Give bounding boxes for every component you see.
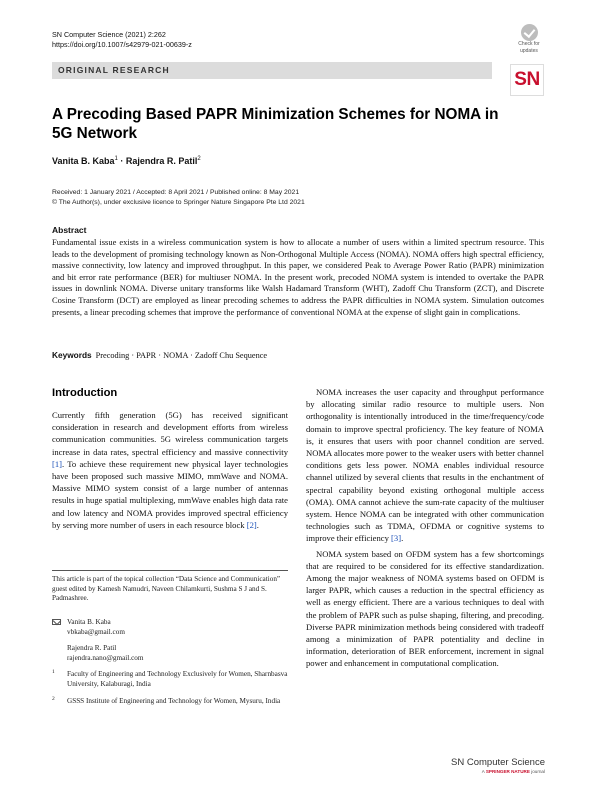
- affiliation-text: GSSS Institute of Engineering and Technology for Women, Mysuru, India: [67, 696, 281, 705]
- affiliation-number: 1: [52, 669, 55, 676]
- author-affiliation-number: 2: [197, 156, 201, 162]
- received-dates: Received: 1 January 2021 / Accepted: 8 April 2021 / Published online: 8 May 2021: [52, 189, 300, 196]
- footer-suffix: journal: [529, 769, 545, 774]
- keywords-heading: Keywords: [52, 350, 92, 360]
- keywords: [52, 350, 267, 360]
- author-affiliation-number: 1: [114, 156, 118, 162]
- paragraph-text: Currently fifth generation (5G) has received significant consideration in research and development efforts from wireless communication communities. 5G wireless communication targets increase in data rates, spectral efficiency and massive connectivity: [52, 410, 288, 457]
- footer-journal-name: SN Computer Science: [451, 757, 545, 768]
- topical-collection-footnote: This article is part of the topical collection “Data Science and Communication” guest edited by Kamesh Namudri, Naveen Chilamkurti, Sushma S J and S. Padmashree.: [52, 575, 281, 602]
- citation-link[interactable]: [2]: [246, 519, 257, 530]
- check-badge-line1: Check for: [518, 41, 540, 47]
- check-badge-line2: updates: [520, 47, 538, 54]
- paragraph-text: NOMA increases the user capacity and throughput performance by allocating similar radio resource to multiple users. Non orthogonality is intentionally introduced in the time/frequency/code domain to improve spectral proficiency. The key feature of NOMA is, it ensures that users with poor channel condition are served. NOMA allocates more power to the weaker users with better channel conditions gets less power. NOMA enables individual resource channel utilized by several clients that results in the enchantment of spectral capability beyond existing orthogonal multiple access (OMA). OMA cannot achieve the sum-rate capacity of the multiuser system. Hence NOMA can be integrated with other communication technologies such as TDMA, OFDMA or cognitive systems to improve their efficiency: [306, 387, 544, 544]
- author-name[interactable]: Rajendra R. Patil: [125, 156, 198, 166]
- intro-paragraph: NOMA system based on OFDM system has a few shortcomings that are required to be considered for its effective standardization. Among the major weakness of NOMA systems based on OFDM is larger PAPR, which causes a reduction in the spectral efficiency as well as energy efficient. There are a various techniques to deal with the problem of PAPR such as pulse shaping, filtering, and precoding. Diverse PAPR minimization methods being considered with tradeoff among a minimization of PAPR potentiality and decline in information, deterioration of BER enforcement, increment in signal power and enhancement in computational complication.: [306, 548, 544, 669]
- affiliation-2: [52, 697, 288, 707]
- mail-icon: [52, 619, 61, 625]
- abstract-heading: Abstract: [52, 225, 87, 235]
- journal-header: [52, 30, 192, 50]
- correspondence-block: [52, 618, 288, 706]
- contact-email[interactable]: vbkaba@gmail.com: [67, 627, 125, 636]
- check-circle-icon: [521, 24, 538, 41]
- doi-link[interactable]: https://doi.org/10.1007/s42979-021-00639-z: [52, 40, 192, 49]
- affiliation-1: [52, 670, 288, 689]
- author-name[interactable]: Vanita B. Kaba: [52, 156, 115, 166]
- contact-name: Vanita B. Kaba: [67, 618, 111, 626]
- contact-name: Rajendra R. Patil: [67, 644, 117, 653]
- paragraph-text: . To achieve these requirement new physical layer technologies have been proposed such massive MIMO, mmWave and NOMA. Massive MIMO system consist of a large number of antennas results in huge spatial multiplexing, mmWave enables high data rate and low latency and NOMA provides improved spectral efficiency by serving more number of users in each resource block: [52, 458, 288, 530]
- intro-paragraph: [306, 386, 544, 545]
- abstract-text: Fundamental issue exists in a wireless communication system is how to allocate a number of users within a limited spectrum resource. This leads to the development of promising technology known as Non-Orthogonal Multiple Access (NOMA). NOMA offers high spectral efficiency, massive connectivity, low latency and improved throughput. In this paper, we considered Peak to Average Power Ratio (PAPR) minimization and bit error rate performance (BER) for multiuser NOMA. In the present work, precoded NOMA system is intended to overtake the PAPR issues in downlink NOMA. Diverse unitary transforms like Walsh Hadamard Transform (WHT), Zadoff Chu Transform (ZCT), and Discrete Cosine Transform (DCT) are employed as linear precoding schemes to address the PAPR difficulties in NOMA system. Simulation outcomes presents, a linear precoding schemes that improve the performance of conventional NOMA at the expense of slight gain in complications.: [52, 237, 544, 317]
- corresponding-author: [52, 618, 288, 637]
- article-type-label: ORIGINAL RESEARCH: [58, 65, 170, 75]
- journal-footer: [445, 757, 545, 774]
- footnote-divider: [52, 570, 288, 571]
- affiliation-number: 2: [52, 695, 55, 702]
- publication-dates: [52, 188, 305, 208]
- paper-title: A Precoding Based PAPR Minimization Schemes for NOMA in 5G Network: [52, 106, 499, 142]
- sn-logo: SN: [510, 64, 544, 96]
- author-list: [52, 156, 201, 166]
- citation-link[interactable]: [1]: [52, 458, 63, 469]
- citation-link[interactable]: [3]: [391, 533, 402, 544]
- left-column: [52, 409, 288, 531]
- article-type-bar: [52, 62, 492, 79]
- paragraph-text: .: [256, 519, 259, 530]
- intro-paragraph: [52, 409, 288, 531]
- affiliation-text: Faculty of Engineering and Technology Exclusively for Women, Sharnbasva University, Kalaburagi, India: [67, 670, 288, 688]
- springer-nature-wordmark: SPRINGER NATURE: [485, 769, 530, 774]
- contact-email[interactable]: rajendra.nano@gmail.com: [67, 653, 144, 662]
- footer-publisher-line: [445, 769, 545, 774]
- introduction-heading: Introduction: [52, 387, 118, 399]
- check-for-updates-badge[interactable]: [512, 24, 546, 58]
- journal-citation: SN Computer Science (2021) 2:262: [52, 30, 166, 39]
- copyright-line: © The Author(s), under exclusive licence to Springer Nature Singapore Pte Ltd 2021: [52, 199, 305, 206]
- paragraph-text: .: [401, 533, 404, 544]
- keywords-list: Precoding · PAPR · NOMA · Zadoff Chu Sequence: [95, 351, 268, 360]
- author-separator: ·: [117, 156, 126, 166]
- co-author-contact: [52, 644, 288, 663]
- footer-prefix: A: [481, 769, 486, 774]
- right-column: [306, 386, 544, 670]
